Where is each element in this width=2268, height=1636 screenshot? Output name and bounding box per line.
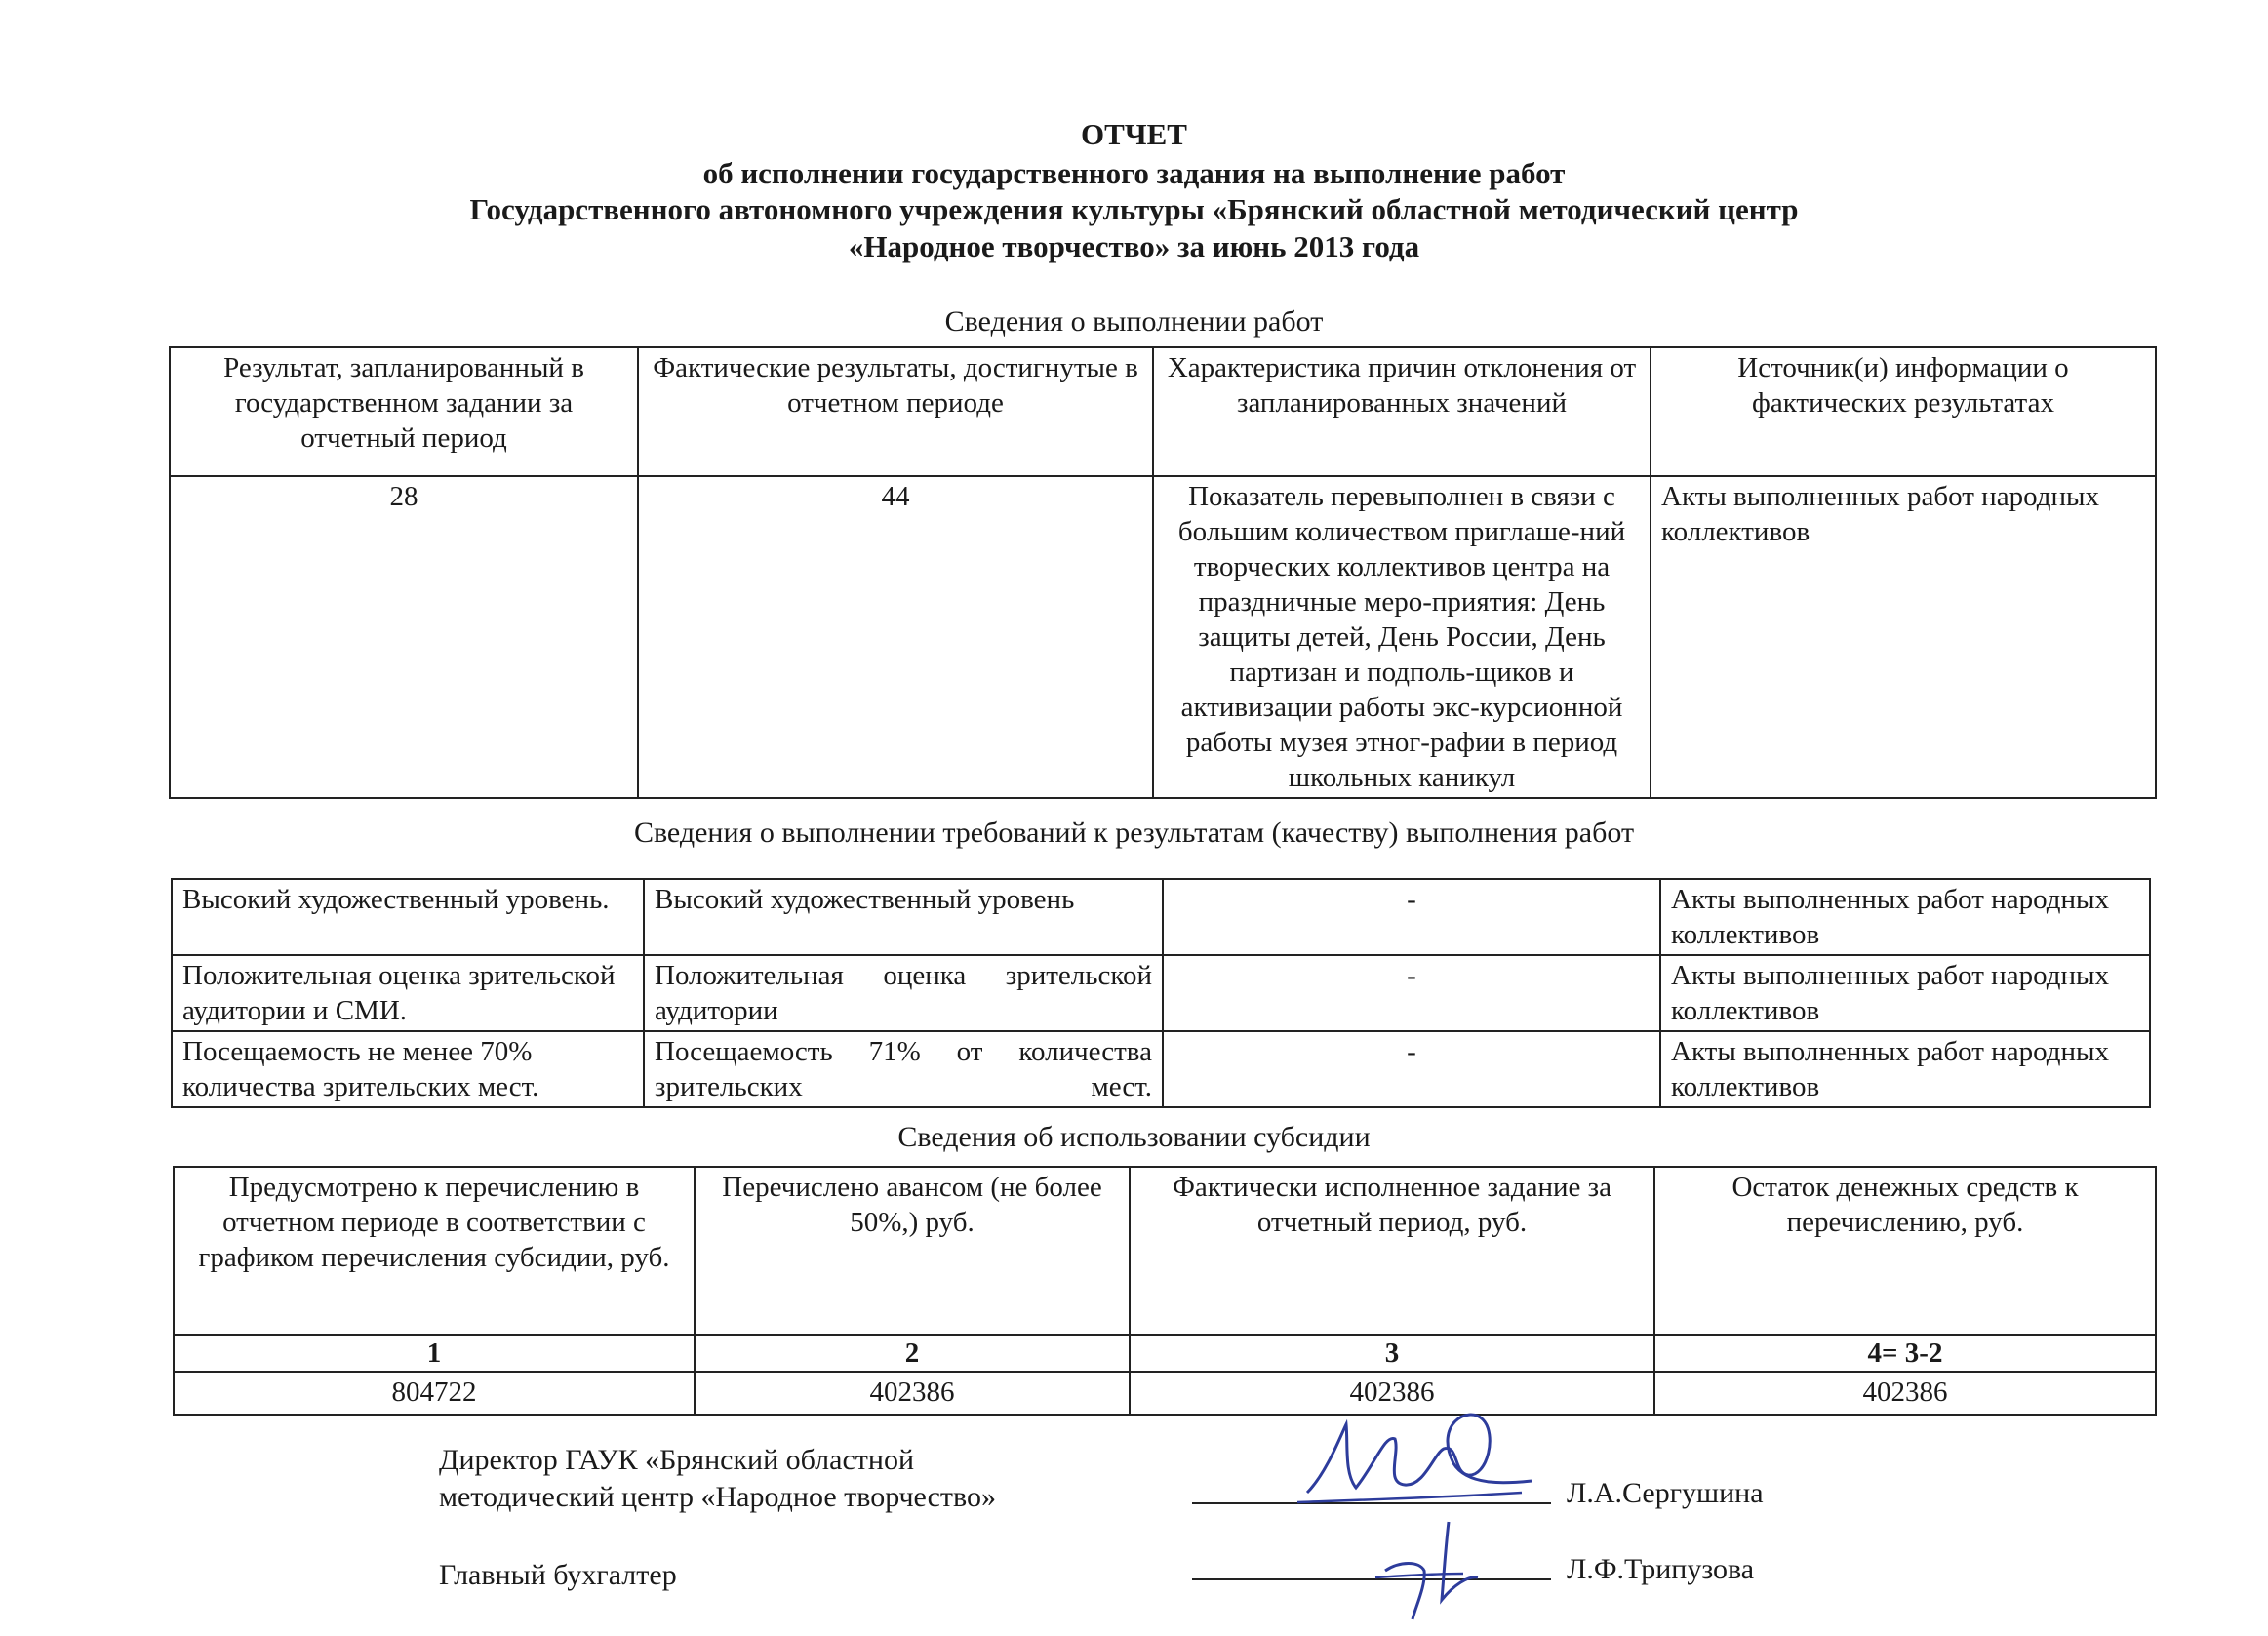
quality-result: Посещаемость 71% от количества зрительских мест. (644, 1031, 1163, 1107)
director-signature (1288, 1395, 1541, 1512)
subsidy-value-executed: 402386 (1130, 1372, 1654, 1415)
subsidy-header-remaining: Остаток денежных средств к перечислению, руб. (1654, 1167, 2156, 1335)
works-table (169, 346, 2157, 799)
subsidy-col-number: 3 (1130, 1335, 1654, 1372)
quality-requirement: Посещаемость не менее 70% количества зрительских мест. (172, 1031, 644, 1107)
quality-section-title: Сведения о выполнении требований к результатам (качеству) выполнения работ (633, 817, 1635, 849)
subsidy-header-row (174, 1167, 2156, 1335)
subsidy-col-number: 4= 3-2 (1654, 1335, 2156, 1372)
quality-row (172, 955, 2150, 1031)
subsidy-col-number: 2 (695, 1335, 1130, 1372)
subsidy-header-executed: Фактически исполненное задание за отчетный период, руб. (1130, 1167, 1654, 1335)
works-planned-value: 28 (170, 476, 638, 798)
quality-result: Высокий художественный уровень (644, 879, 1163, 955)
quality-table (171, 878, 2151, 1108)
director-title-line1: Директор ГАУК «Брянский областной (439, 1444, 915, 1476)
quality-source: Акты выполненных работ народных коллективов (1660, 879, 2150, 955)
document-subtitle-line3: «Народное творчество» за июнь 2013 года (848, 229, 1420, 263)
document-subtitle-line2: Государственного автономного учреждения культуры «Брянский областной методический центр (469, 192, 1799, 226)
accountant-name: Л.Ф.Трипузова (1567, 1553, 1755, 1585)
works-header-actual: Фактические результаты, достигнутые в отчетном периоде (638, 347, 1153, 476)
works-header-source: Источник(и) информации о фактических результатах (1651, 347, 2156, 476)
subsidy-number-row (174, 1335, 2156, 1372)
quality-source: Акты выполненных работ народных коллективов (1660, 955, 2150, 1031)
subsidy-table (173, 1166, 2157, 1416)
works-actual-value: 44 (638, 476, 1153, 798)
works-header-row (170, 347, 2156, 476)
subsidy-header-planned: Предусмотрено к перечислению в отчетном периоде в соответствии с графиком перечисления субсидии, руб. (174, 1167, 695, 1335)
quality-result: Положительная оценка зрительской аудитории (644, 955, 1163, 1031)
subsidy-section-title: Сведения об использовании субсидии (897, 1121, 1371, 1153)
subsidy-value-planned: 804722 (174, 1372, 695, 1415)
quality-row (172, 879, 2150, 955)
quality-source: Акты выполненных работ народных коллективов (1660, 1031, 2150, 1107)
director-name: Л.А.Сергушина (1567, 1477, 1764, 1509)
quality-requirement: Положительная оценка зрительской аудитории и СМИ. (172, 955, 644, 1031)
director-title-line2: методический центр «Народное творчество» (439, 1481, 996, 1513)
accountant-title: Главный бухгалтер (439, 1559, 677, 1591)
document-subtitle-line1: об исполнении государственного задания на выполнение работ (702, 156, 1566, 190)
quality-row (172, 1031, 2150, 1107)
works-header-reason: Характеристика причин отклонения от запланированных значений (1153, 347, 1651, 476)
works-reason-text: Показатель перевыполнен в связи с большим количеством приглаше-ний творческих коллективов центра на праздничные меро-приятия: День защиты детей, День России, День партизан и подполь-щиков и активизации работы экс-курсионной работы музея этног-рафии в период школьных каникул (1153, 476, 1651, 798)
subsidy-value-remaining: 402386 (1654, 1372, 2156, 1415)
works-data-row (170, 476, 2156, 798)
quality-deviation: - (1163, 955, 1660, 1031)
subsidy-value-advance: 402386 (695, 1372, 1130, 1415)
works-section-title: Сведения о выполнении работ (944, 305, 1324, 338)
quality-requirement: Высокий художественный уровень. (172, 879, 644, 955)
works-source-text: Акты выполненных работ народных коллективов (1651, 476, 2156, 798)
document-title: ОТЧЕТ (1081, 117, 1187, 151)
accountant-signature (1366, 1517, 1502, 1624)
subsidy-value-row (174, 1372, 2156, 1415)
quality-deviation: - (1163, 879, 1660, 955)
quality-deviation: - (1163, 1031, 1660, 1107)
subsidy-col-number: 1 (174, 1335, 695, 1372)
works-header-planned: Результат, запланированный в государственном задании за отчетный период (170, 347, 638, 476)
subsidy-header-advance: Перечислено авансом (не более 50%,) руб. (695, 1167, 1130, 1335)
